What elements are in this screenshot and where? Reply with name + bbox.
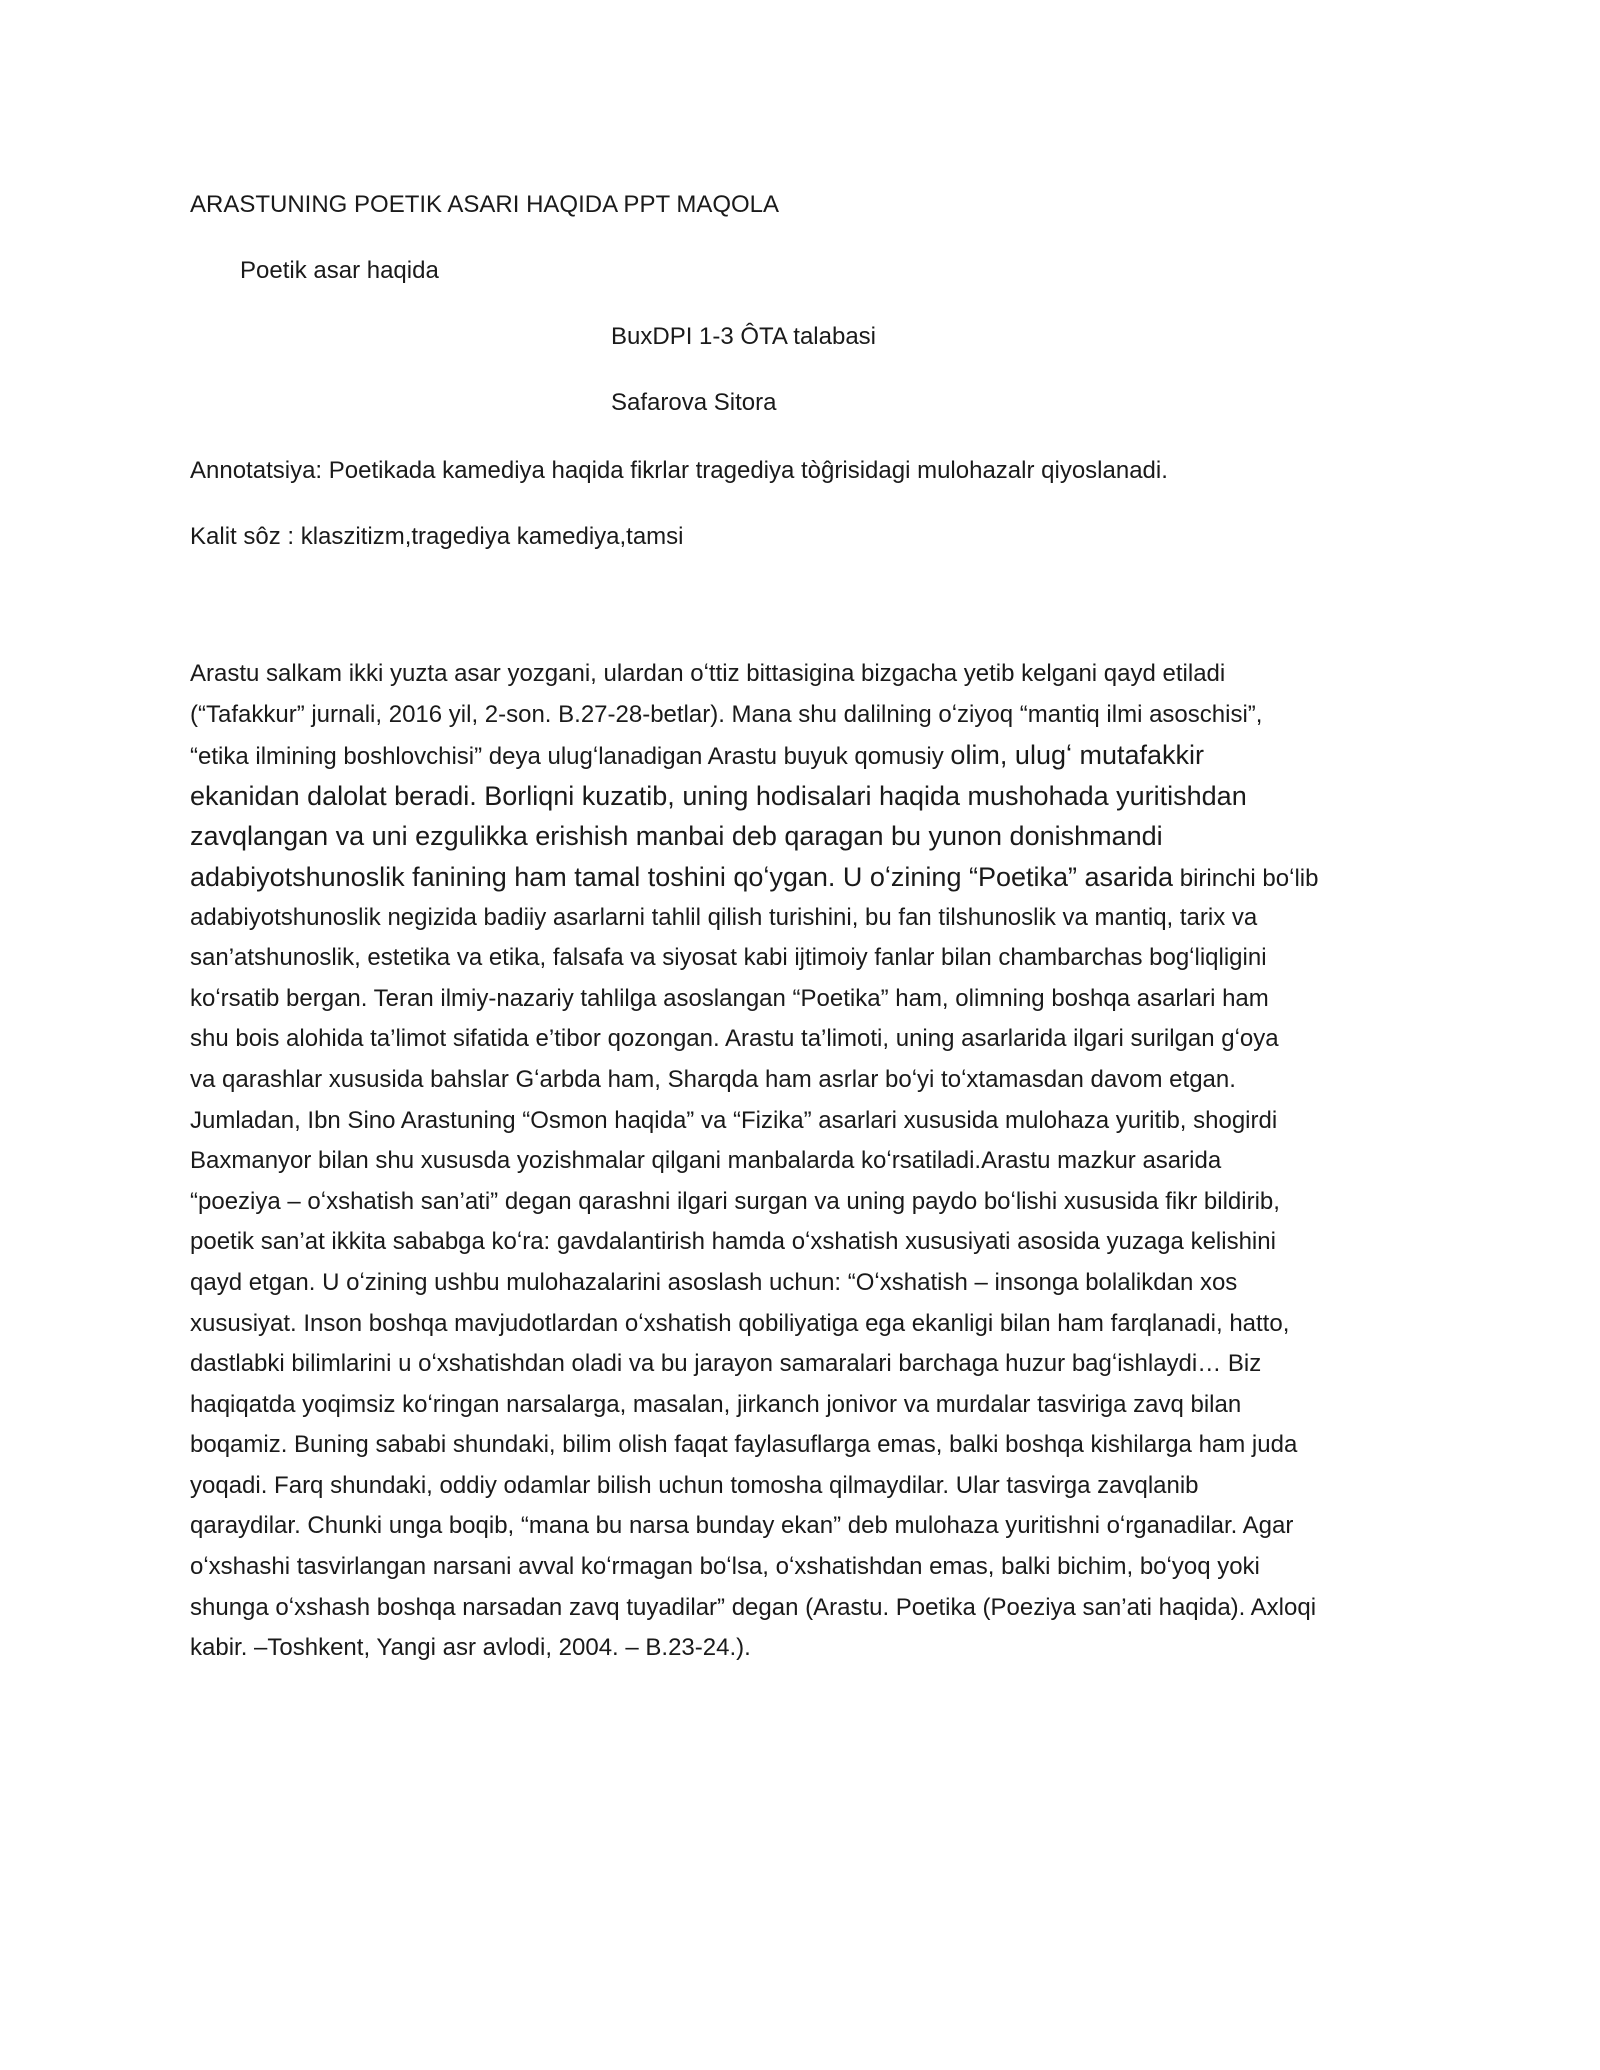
body-line: shunga oʻxshash boshqa narsadan zavq tuyadilar” degan (Arastu. Poetika (Poeziya san’ati haqida). Axloqi <box>190 1593 1317 1621</box>
article-body <box>190 654 1430 1669</box>
body-line: ekanidan dalolat beradi. Borliqni kuzatib, uning hodisalari haqida mushohada yuritishdan <box>190 780 1247 811</box>
body-line: adabiyotshunoslik fanining ham tamal toshini qoʻygan. U oʻzining “Poetika” asarida birinchi boʻlib <box>190 861 1319 892</box>
author-name: Safarova Sitora <box>611 389 777 416</box>
body-line: qaraydilar. Chunki unga boqib, “mana bu narsa bunday ekan” deb mulohaza yuritishni oʻrganadilar. Agar <box>190 1512 1294 1540</box>
body-line: oʻxshashi tasvirlangan narsani avval koʻrmagan boʻlsa, oʻxshatishdan emas, balki bichim, boʻyoq yoki <box>190 1553 1260 1581</box>
body-line: va qarashlar xususida bahslar Gʻarbda ham, Sharqda ham asrlar boʻyi toʻxtamasdan davom etgan. <box>190 1065 1236 1093</box>
body-line: Baxmanyor bilan shu xususda yozishmalar qilgani manbalarda koʻrsatiladi.Arastu mazkur asarida <box>190 1147 1222 1175</box>
body-line: kabir. –Toshkent, Yangi asr avlodi, 2004. – B.23-24.). <box>190 1634 751 1662</box>
body-line: dastlabki bilimlarini u oʻxshatishdan oladi va bu jarayon samaralari barchaga huzur bagʻishlaydi… Biz <box>190 1350 1262 1378</box>
body-line: koʻrsatib bergan. Teran ilmiy-nazariy tahlilga asoslangan “Poetika” ham, olimning boshqa asarlari ham <box>190 984 1269 1012</box>
body-line: zavqlangan va uni ezgulikka erishish manbai deb qaragan bu yunon donishmandi <box>190 821 1163 852</box>
body-line: haqiqatda yoqimsiz koʻringan narsalarga, masalan, jirkanch jonivor va murdalar tasviriga zavq bilan <box>190 1390 1242 1418</box>
body-line: “etika ilmining boshlovchisi” deya ulugʻlanadigan Arastu buyuk qomusiy olim, ulugʻ mutafakkir <box>190 740 1205 771</box>
body-line: poetik san’at ikkita sababga koʻra: gavdalantirish hamda oʻxshatish xususiyati asosida yuzaga kelishini <box>190 1228 1276 1256</box>
body-line: xususiyat. Inson boshqa mavjudotlardan oʻxshatish qobiliyatiga ega ekanligi bilan ham farqlanadi, hatto, <box>190 1309 1290 1337</box>
author-institution: BuxDPI 1-3 ÔTA talabasi <box>611 323 877 350</box>
body-line: san’atshunoslik, estetika va etika, falsafa va siyosat kabi ijtimoiy fanlar bilan chambarchas bogʻliqligini <box>190 944 1267 972</box>
body-line: adabiyotshunoslik negizida badiiy asarlarni tahlil qilish turishini, bu fan tilshunoslik va mantiq, tarix va <box>190 903 1258 931</box>
body-line: “poeziya – oʻxshatish san’ati” degan qarashni ilgari surgan va uning paydo boʻlishi xususida fikr bildirib, <box>190 1187 1280 1215</box>
body-line: boqamiz. Buning sababi shundaki, bilim olish faqat faylasuflarga emas, balki boshqa kishilarga ham juda <box>190 1431 1298 1459</box>
body-line: (“Tafakkur” jurnali, 2016 yil, 2-son. B.27-28-betlar). Mana shu dalilning oʻziyoq “mantiq ilmi asoschisi”, <box>190 700 1263 728</box>
body-line: yoqadi. Farq shundaki, oddiy odamlar bilish uchun tomosha qilmaydilar. Ular tasvirga zavqlanib <box>190 1471 1199 1499</box>
body-line: Arastu salkam ikki yuzta asar yozgani, ulardan oʻttiz bittasigina bizgacha yetib kelgani qayd etiladi <box>190 660 1226 687</box>
annotation-text: Annotatsiya: Poetikada kamediya haqida fikrlar tragediya tòĝrisidagi mulohazalr qiyoslanadi. <box>190 457 1168 484</box>
body-line: shu bois alohida ta’limot sifatida e’tibor qozongan. Arastu ta’limoti, uning asarlarida ilgari surilgan gʻoya <box>190 1025 1279 1053</box>
body-line: qayd etgan. U oʻzining ushbu mulohazalarini asoslash uchun: “Oʻxshatish – insonga bolalikdan xos <box>190 1268 1238 1296</box>
document-title: ARASTUNING POETIK ASARI HAQIDA PPT MAQOLA <box>190 191 780 218</box>
keywords-text: Kalit sôz : klaszitizm,tragediya kamediya,tamsi <box>190 523 684 550</box>
body-line: Jumladan, Ibn Sino Arastuning “Osmon haqida” va “Fizika” asarlari xususida mulohaza yuritib, shogirdi <box>190 1106 1278 1134</box>
document-subtitle: Poetik asar haqida <box>240 257 439 284</box>
